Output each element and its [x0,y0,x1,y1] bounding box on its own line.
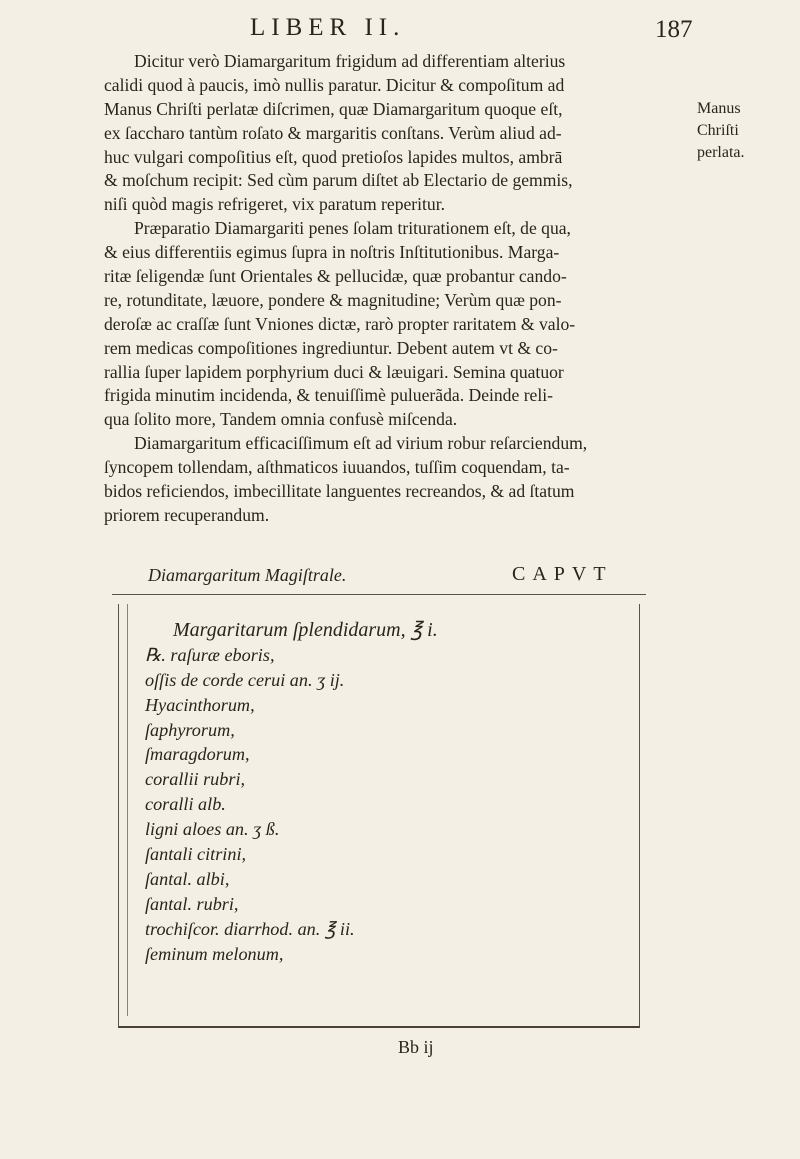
text-line: Manus Chriſti perlatæ diſcrimen, quæ Diamargaritum quoque eſt, [104,98,563,119]
recipe-line: ſaphyrorum, [145,719,235,740]
recipe-line: ſeminum melonum, [145,943,284,964]
recipe-line: Margaritarum ſplendidarum, ℥ i. [173,619,438,641]
recipe-line: ſantal. albi, [145,868,230,889]
recipe-line: Hyacinthorum, [145,694,255,715]
recipe-line: ligni aloes an. ʒ ß. [145,819,280,840]
text-line: rallia ſuper lapidem porphyrium duci & læuigari. Semina quatuor [104,361,564,382]
recipe-line: corallii rubri, [145,769,246,790]
recipe-line: oſſis de corde cerui an. ʒ ij. [145,669,345,690]
text-line: frigida minutim incidenda, & tenuiſſimè puluerãda. Deinde reli- [104,385,553,406]
text-line: & moſchum recipit: Sed cùm parum diſtet ab Electario de gemmis, [104,170,573,191]
signature-mark: Bb ij [398,1037,434,1057]
text-line: re, rotunditate, læuore, pondere & magnitudine; Verùm quæ pon- [104,289,562,310]
text-line: niſi quòd magis refrigeret, vix paratum reperitur. [104,194,446,215]
recipe-line: ℞. raſuræ eboris, [145,644,275,665]
recipe-line: trochiſcor. diarrhod. an. ℥ ii. [145,918,355,939]
horizontal-rule [112,594,646,595]
text-line: Præparatio Diamargariti penes ſolam triturationem eſt, de qua, [134,218,571,239]
margin-note-line: Chriſti [697,122,739,139]
text-line: & eius differentiis egimus ſupra in noſtris Inſtitutionibus. Marga- [104,242,560,263]
margin-note [697,98,797,164]
text-line: Dicitur verò Diamargaritum frigidum ad differentiam alterius [134,51,566,71]
text-line: huc vulgari compoſitius eſt, quod pretioſos lapides multos, ambrā [104,146,563,167]
text-line: ſyncopem tollendam, aſthmaticos iuuandos, tuſſim coquendam, ta- [104,457,570,478]
text-line: qua ſolito more, Tandem omnia confusè miſcenda. [104,409,458,430]
body-text [104,50,664,528]
page-number: 187 [655,16,693,43]
recipe-line: ſantal. rubri, [145,893,239,914]
text-line: rem medicas compoſitiones ingrediuntur. Debent autem vt & co- [104,337,558,358]
recipe-list [145,618,625,966]
text-line: deroſæ ac craſſæ ſunt Vniones dictæ, rarò propter raritatem & valo- [104,313,576,334]
recipe-line: ſmaragdorum, [145,744,250,765]
margin-note-line: perlata. [697,144,745,161]
text-line: calidi quod à paucis, imò nullis paratur. Dicitur & compoſitum ad [104,74,565,95]
section-caput: CAPVT [512,563,613,585]
running-head [0,14,800,48]
text-line: ritæ ſeligendæ ſunt Orientales & pellucidæ, quæ probantur cando- [104,266,567,287]
recipe-line: coralli alb. [145,794,226,815]
recipe-line: ſantali citrini, [145,844,247,865]
text-line: ex ſaccharo tantùm roſato & margaritis conſtans. Verùm aliud ad- [104,122,562,143]
running-title: LIBER II. [250,14,406,41]
margin-note-line: Manus [697,100,741,117]
text-line: priorem recuperandum. [104,504,270,525]
section-title: Diamargaritum Magiſtrale. [148,565,347,585]
text-line: Diamargaritum efficaciſſimum eſt ad virium robur reſarciendum, [134,433,588,454]
text-line: bidos reficiendos, imbecillitate languentes recreandos, & ad ſtatum [104,481,575,502]
